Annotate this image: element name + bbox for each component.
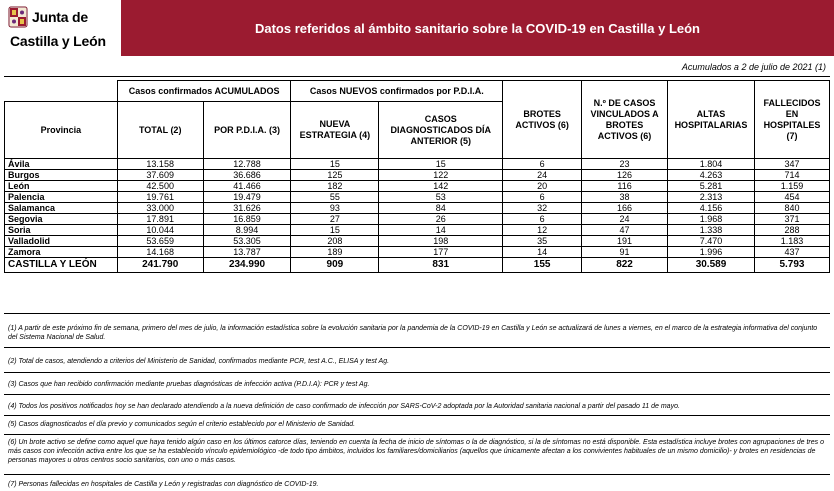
banner-title: Datos referidos al ámbito sanitario sobre la COVID-19 en Castilla y León xyxy=(121,0,834,56)
table-row xyxy=(5,247,830,258)
cell-pdia: 53.305 xyxy=(203,236,291,247)
page-header xyxy=(0,0,834,56)
cell-fallecidos: 714 xyxy=(754,170,829,181)
cell-vinculados: 23 xyxy=(582,159,668,170)
cell-provincia: Zamora xyxy=(5,247,118,258)
cell-diag: 26 xyxy=(379,214,503,225)
cell-vinculados: 91 xyxy=(582,247,668,258)
table-row xyxy=(5,225,830,236)
cell-pdia: 31.626 xyxy=(203,203,291,214)
cell-nueva: 27 xyxy=(291,214,379,225)
cell-diag: 122 xyxy=(379,170,503,181)
table-row xyxy=(5,170,830,181)
col-header-brotes: BROTES ACTIVOS (6) xyxy=(503,81,582,159)
cell-fallecidos: 840 xyxy=(754,203,829,214)
cell-fallecidos: 288 xyxy=(754,225,829,236)
cell-total: 42.500 xyxy=(117,181,203,192)
cell-total: 37.609 xyxy=(117,170,203,181)
cell-altas: 5.281 xyxy=(668,181,755,192)
col-header-vinculados: N.º DE CASOS VINCULADOS A BROTES ACTIVOS (6) xyxy=(582,81,668,159)
table-row xyxy=(5,181,830,192)
cell-provincia: Valladolid xyxy=(5,236,118,247)
cell-nueva: 182 xyxy=(291,181,379,192)
cell-provincia: Burgos xyxy=(5,170,118,181)
cell-brotes: 20 xyxy=(503,181,582,192)
col-header-fallecidos: FALLECIDOS EN HOSPITALES (7) xyxy=(754,81,829,159)
cell-vinculados: 191 xyxy=(582,236,668,247)
cell-provincia: Soria xyxy=(5,225,118,236)
cell-total: 13.158 xyxy=(117,159,203,170)
cell-diag: 177 xyxy=(379,247,503,258)
footnote-4: (4) Todos los positivos notificados hoy se han declarado atendiendo a la nueva definición de caso confirmado de infección por SARS-CoV-2 adoptada por la Autoridad sanitaria nacional a partir del pasado 11 de mayo. xyxy=(8,403,680,410)
table-row xyxy=(5,203,830,214)
cell-pdia: 19.479 xyxy=(203,192,291,203)
cell-provincia-total: CASTILLA Y LEÓN xyxy=(5,258,118,273)
table-row xyxy=(5,236,830,247)
cell-nueva: 125 xyxy=(291,170,379,181)
divider-note-5 xyxy=(4,415,830,416)
cell-pdia: 16.859 xyxy=(203,214,291,225)
cell-altas: 7.470 xyxy=(668,236,755,247)
cell-brotes: 24 xyxy=(503,170,582,181)
cell-vinculados: 166 xyxy=(582,203,668,214)
cell-diag: 14 xyxy=(379,225,503,236)
footnote-1: (1) A partir de este próximo fin de semana, primero del mes de julio, la información estadística sobre la evolución sanitaria por la pandemia de la COVID-19 en Castilla y León se actualizará de lunes a viernes, en el marco de la estrategia informativa del conjunto del Sistema Nacional de Salud. xyxy=(8,325,818,341)
cell-nueva: 15 xyxy=(291,159,379,170)
cell-total: 33.000 xyxy=(117,203,203,214)
logo-text-region: Castilla y León xyxy=(10,33,106,49)
divider-note-7 xyxy=(4,474,830,475)
cell-diag: 15 xyxy=(379,159,503,170)
cell-fallecidos-sum: 5.793 xyxy=(754,258,829,273)
footnote-2: (2) Total de casos, atendiendo a criterios del Ministerio de Sanidad, confirmados mediante PCR, test A.C., ELISA y test Ag. xyxy=(8,358,390,365)
group-header-acumulados: Casos confirmados ACUMULADOS xyxy=(117,81,291,102)
cell-provincia: Ávila xyxy=(5,159,118,170)
cell-brotes-sum: 155 xyxy=(503,258,582,273)
divider-note-3 xyxy=(4,372,830,373)
cell-vinculados: 38 xyxy=(582,192,668,203)
col-header-total: TOTAL (2) xyxy=(117,102,203,159)
junta-logo xyxy=(6,3,118,53)
cell-diag: 84 xyxy=(379,203,503,214)
cell-pdia: 36.686 xyxy=(203,170,291,181)
divider-top xyxy=(4,76,830,77)
cell-altas: 1.338 xyxy=(668,225,755,236)
cell-total: 14.168 xyxy=(117,247,203,258)
col-header-nueva-estrategia: NUEVA ESTRATEGIA (4) xyxy=(291,102,379,159)
col-header-altas: ALTAS HOSPITALARIAS xyxy=(668,81,755,159)
col-header-provincia: Provincia xyxy=(5,102,118,159)
divider-notes-top xyxy=(4,313,830,314)
cell-provincia: Segovia xyxy=(5,214,118,225)
cell-provincia: Salamanca xyxy=(5,203,118,214)
cell-nueva: 55 xyxy=(291,192,379,203)
cell-fallecidos: 1.159 xyxy=(754,181,829,192)
divider-note-6 xyxy=(4,434,830,435)
cell-nueva: 93 xyxy=(291,203,379,214)
total-row xyxy=(5,258,830,273)
cell-total: 17.891 xyxy=(117,214,203,225)
cell-provincia: Palencia xyxy=(5,192,118,203)
cell-diag: 142 xyxy=(379,181,503,192)
cell-brotes: 6 xyxy=(503,159,582,170)
cell-nueva: 208 xyxy=(291,236,379,247)
footnote-6: (6) Un brote activo se define como aquel que haya tenido algún caso en los últimos catorce días, teniendo en cuenta la fecha de inicio de síntomas o la de diagnóstico, si la de síntomas no está disponible. Esta estadística incluye brotes con agrupaciones de tres o más casos con infección activa entre los que se ha establecido vínculo epidemiológico -de todo tipo ámbitos, incluidos los familiares/domiciliarios (aquellos que únicamente afectan a los convivientes habituales de un mismo domicilio)- y brotes en residencias de personas mayores u otros centros socio sanitarios, con uno o más casos. xyxy=(8,439,824,464)
cell-total: 19.761 xyxy=(117,192,203,203)
cell-nueva: 189 xyxy=(291,247,379,258)
cell-brotes: 35 xyxy=(503,236,582,247)
cell-altas: 2.313 xyxy=(668,192,755,203)
divider-note-4 xyxy=(4,394,830,395)
coat-of-arms-icon xyxy=(8,6,28,28)
cell-brotes: 6 xyxy=(503,214,582,225)
cell-nueva-sum: 909 xyxy=(291,258,379,273)
cell-pdia: 13.787 xyxy=(203,247,291,258)
cell-altas: 4.156 xyxy=(668,203,755,214)
cell-pdia: 41.466 xyxy=(203,181,291,192)
cell-altas: 4.263 xyxy=(668,170,755,181)
cell-brotes: 32 xyxy=(503,203,582,214)
cell-fallecidos: 437 xyxy=(754,247,829,258)
cell-fallecidos: 1.183 xyxy=(754,236,829,247)
cell-pdia: 12.788 xyxy=(203,159,291,170)
table-row xyxy=(5,214,830,225)
cell-fallecidos: 371 xyxy=(754,214,829,225)
covid-data-table xyxy=(4,80,830,273)
divider-note-2 xyxy=(4,347,830,348)
cell-total-sum: 241.790 xyxy=(117,258,203,273)
cell-brotes: 14 xyxy=(503,247,582,258)
cell-pdia-sum: 234.990 xyxy=(203,258,291,273)
footnote-5: (5) Casos diagnosticados el día previo y comunicados según el criterio establecido por el Ministerio de Sanidad. xyxy=(8,421,356,428)
table-row xyxy=(5,159,830,170)
cell-provincia: León xyxy=(5,181,118,192)
cell-vinculados: 47 xyxy=(582,225,668,236)
cell-diag: 53 xyxy=(379,192,503,203)
accumulated-date-note: Acumulados a 2 de julio de 2021 (1) xyxy=(681,62,826,72)
cell-diag-sum: 831 xyxy=(379,258,503,273)
col-header-pdia: POR P.D.I.A. (3) xyxy=(203,102,291,159)
logo-text-junta: Junta de xyxy=(32,9,88,25)
cell-fallecidos: 454 xyxy=(754,192,829,203)
cell-vinculados: 126 xyxy=(582,170,668,181)
cell-total: 10.044 xyxy=(117,225,203,236)
cell-vinculados: 116 xyxy=(582,181,668,192)
cell-brotes: 6 xyxy=(503,192,582,203)
cell-pdia: 8.994 xyxy=(203,225,291,236)
cell-brotes: 12 xyxy=(503,225,582,236)
footnote-3: (3) Casos que han recibido confirmación mediante pruebas diagnósticas de infección activa (P.D.I.A): PCR y test Ag. xyxy=(8,381,370,388)
cell-vinculados: 24 xyxy=(582,214,668,225)
cell-altas: 1.804 xyxy=(668,159,755,170)
cell-altas: 1.968 xyxy=(668,214,755,225)
cell-altas-sum: 30.589 xyxy=(668,258,755,273)
footnote-7: (7) Personas fallecidas en hospitales de Castilla y León y registradas con diagnóstico de COVID-19. xyxy=(8,481,319,488)
cell-fallecidos: 347 xyxy=(754,159,829,170)
cell-total: 53.659 xyxy=(117,236,203,247)
cell-diag: 198 xyxy=(379,236,503,247)
cell-vinculados-sum: 822 xyxy=(582,258,668,273)
cell-nueva: 15 xyxy=(291,225,379,236)
cell-altas: 1.996 xyxy=(668,247,755,258)
table-row xyxy=(5,192,830,203)
group-header-nuevos: Casos NUEVOS confirmados por P.D.I.A. xyxy=(291,81,503,102)
col-header-diagnosticados: CASOS DIAGNOSTICADOS DÍA ANTERIOR (5) xyxy=(379,102,503,159)
